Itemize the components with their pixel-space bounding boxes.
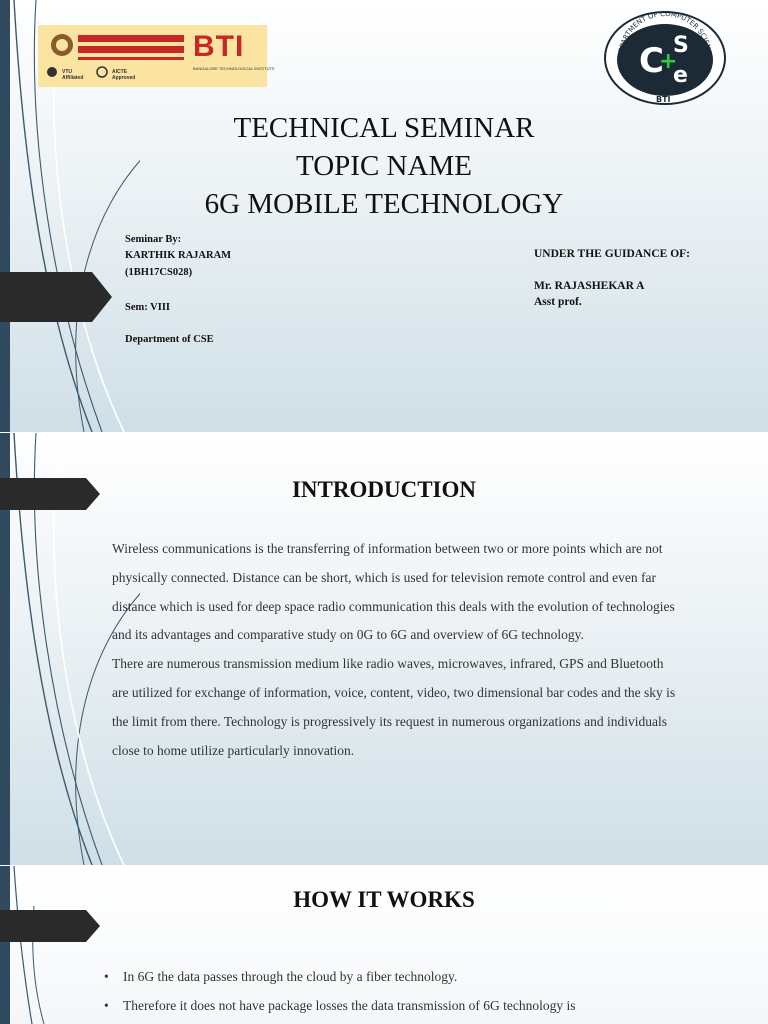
guidance-label: UNDER THE GUIDANCE OF: xyxy=(534,248,691,260)
bti-logo-tagline: BANGALORE TECHNOLOGICAL INSTITUTE xyxy=(193,66,275,71)
bti-logo-brand: BTI xyxy=(193,30,245,63)
how-it-works-slide xyxy=(0,866,768,1024)
cse-department-logo xyxy=(593,10,737,106)
arrow-tab xyxy=(0,272,112,322)
vtu-badge: VTU Affiliated xyxy=(62,69,84,81)
arrow-tab xyxy=(0,910,100,942)
svg-text:BTI: BTI xyxy=(656,95,671,104)
semester: Sem: VIII xyxy=(125,302,171,313)
guide-title: Asst prof. xyxy=(534,296,582,308)
student-usn: (1BH17CS028) xyxy=(125,267,193,278)
title-slide xyxy=(0,0,768,432)
svg-text:S: S xyxy=(673,33,689,58)
svg-text:+: + xyxy=(659,49,678,74)
intro-paragraph-2: There are numerous transmission medium like radio waves, microwaves, infrared, GPS and Bluetooth are utilized for exchange of information, voice, content, video, two dimensional bar codes and the sky is the limit from there. Technology is progressively its request in numerous organizations and individuals close to home utilize particularly innovation. xyxy=(112,656,676,758)
slide-heading: HOW IT WORKS xyxy=(293,887,475,912)
aicte-badge: AICTE Approved xyxy=(112,69,136,81)
seminar-by-label: Seminar By: xyxy=(125,234,182,245)
svg-text:e: e xyxy=(673,63,688,88)
list-item: • In 6G the data passes through the cloud by a fiber technology. xyxy=(104,962,704,991)
svg-text:DEPARTMENT OF COMPUTER SCIENCE: DEPARTMENT OF COMPUTER SCIENCE xyxy=(616,10,714,60)
guide-name: Mr. RAJASHEKAR A xyxy=(534,280,645,292)
student-name: KARTHIK RAJARAM xyxy=(125,250,232,261)
title-line-1: TECHNICAL SEMINAR xyxy=(233,112,535,144)
intro-body xyxy=(112,535,682,765)
title-line-2: TOPIC NAME xyxy=(296,150,472,182)
intro-paragraph-1: Wireless communications is the transferring of information between two or more points which are not physically connected. Distance can be short, which is used for television remote control and even far distance which is used for deep space radio communication this deals with the evolution of technologies and its advantages and comparative study on 0G to 6G and overview of 6G technology. xyxy=(112,541,675,643)
slide-heading: INTRODUCTION xyxy=(291,477,477,502)
department: Department of CSE xyxy=(125,334,214,345)
list-item: • Therefore it does not have package losses the data transmission of 6G technology is xyxy=(104,991,704,1020)
title-line-3: 6G MOBILE TECHNOLOGY xyxy=(204,188,564,220)
svg-text:C: C xyxy=(639,41,664,81)
introduction-slide xyxy=(0,433,768,865)
bti-logo xyxy=(38,25,275,87)
how-it-works-list xyxy=(104,962,704,1020)
